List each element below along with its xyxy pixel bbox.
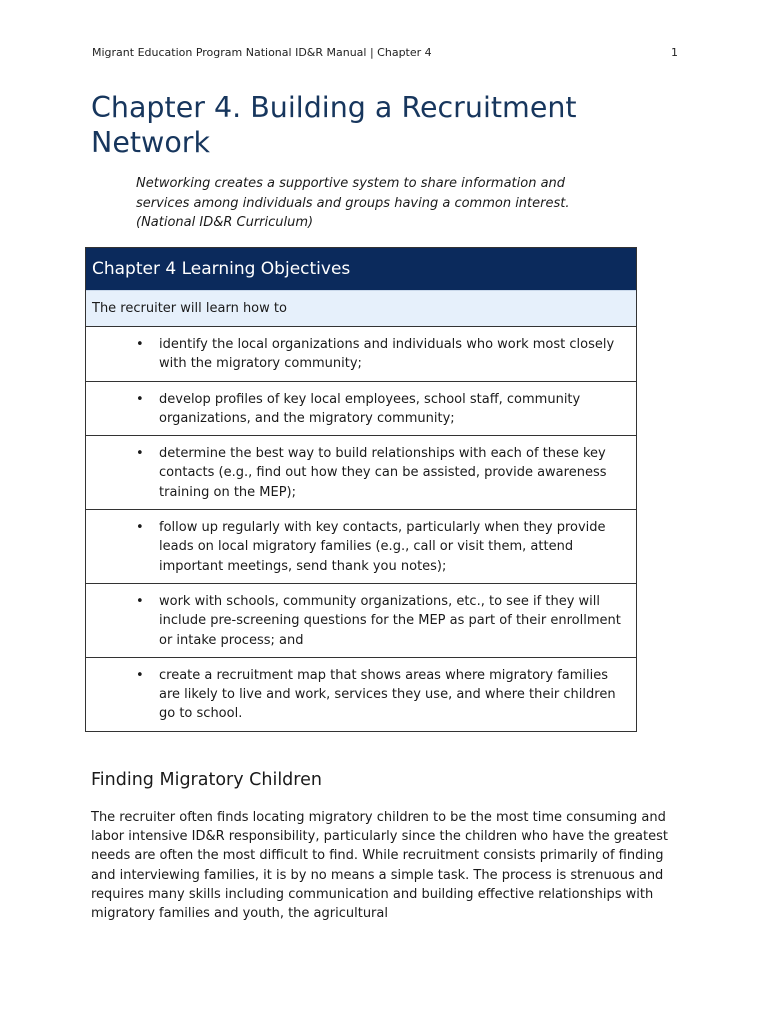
running-header	[92, 46, 678, 59]
objective-row	[86, 658, 636, 731]
bullet-icon: •	[136, 520, 144, 536]
chapter-epigraph: Networking creates a supportive system to share information and services among individuals and groups having a common interest. (National ID&R Curriculum)	[136, 176, 570, 230]
chapter-title: Chapter 4. Building a Recruitment Network	[91, 91, 577, 159]
bullet-icon: •	[136, 667, 144, 683]
objective-row	[86, 436, 636, 510]
learning-objectives-list	[86, 327, 636, 731]
bullet-icon: •	[136, 391, 144, 407]
objective-row	[86, 382, 636, 437]
running-header-title: Migrant Education Program National ID&R Manual | Chapter 4	[92, 46, 432, 59]
objective-text: work with schools, community organizations, etc., to see if they will include pre-screening questions for the MEP as part of their enrollment or intake process; and	[159, 593, 621, 648]
bullet-icon: •	[136, 593, 144, 609]
objective-row	[86, 510, 636, 584]
learning-objectives-intro: The recruiter will learn how to	[86, 290, 636, 327]
objective-text: determine the best way to build relationships with each of these key contacts (e.g., find out how they can be assisted, provide awareness training on the MEP);	[159, 446, 607, 500]
bullet-icon: •	[136, 337, 144, 352]
objective-row	[86, 327, 636, 382]
page-number: 1	[671, 46, 678, 59]
objective-text: identify the local organizations and individuals who work most closely with the migratory community;	[159, 337, 615, 372]
objective-row	[86, 584, 636, 658]
learning-objectives-table	[85, 247, 637, 732]
bullet-icon: •	[136, 446, 144, 462]
objective-text: create a recruitment map that shows areas where migratory families are likely to live and work, services they use, and where their children go to school.	[159, 667, 616, 722]
section-heading: Finding Migratory Children	[91, 770, 322, 790]
objective-text: follow up regularly with key contacts, particularly when they provide leads on local migratory families (e.g., call or visit them, attend important meetings, send thank you notes);	[159, 520, 606, 574]
learning-objectives-heading: Chapter 4 Learning Objectives	[86, 248, 636, 290]
objective-text: develop profiles of key local employees, school staff, community organizations, and the migratory community;	[159, 391, 581, 426]
body-paragraph: The recruiter often finds locating migratory children to be the most time consuming and labor intensive ID&R responsibility, particularly since the children who have the greatest needs are often the most difficult to find. While recruitment consists primarily of finding and interviewing families, it is by no means a simple task. The process is strenuous and requires many skills including communication and building effective relationships with migratory families and youth, the agricultural	[91, 810, 668, 922]
